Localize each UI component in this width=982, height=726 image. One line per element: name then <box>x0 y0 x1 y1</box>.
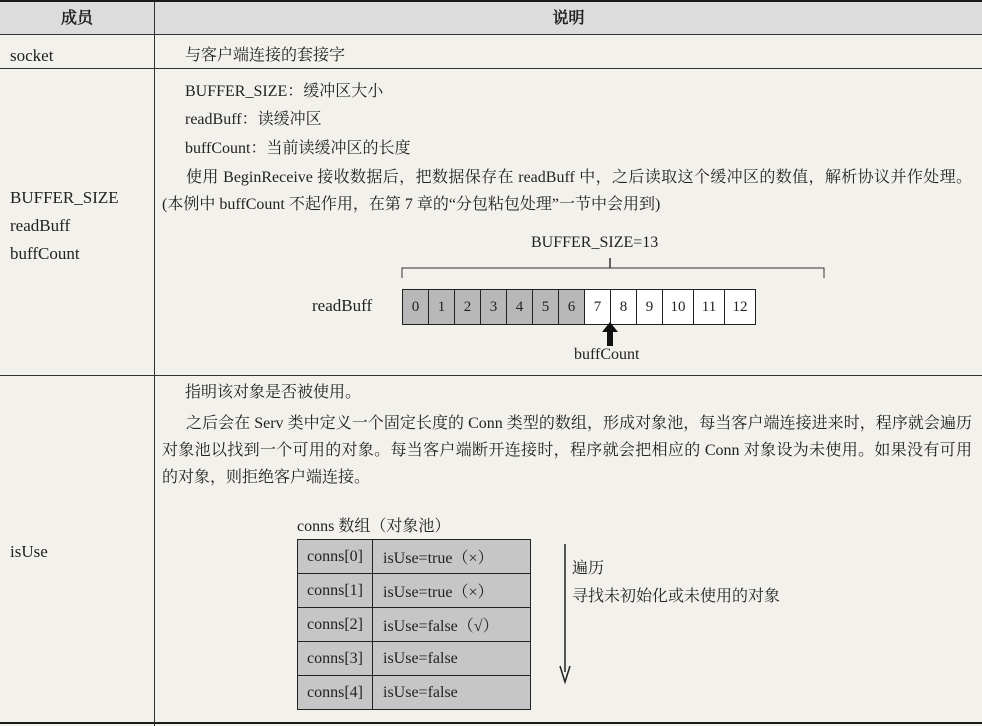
buffer-cell: 9 <box>636 289 663 325</box>
buffer-cell: 5 <box>532 289 559 325</box>
pool-name: conns[1] <box>298 574 373 608</box>
table-row <box>298 676 531 710</box>
header-member: 成员 <box>60 8 93 27</box>
buffer-cell: 1 <box>428 289 455 325</box>
readbuff-label: readBuff <box>312 296 373 315</box>
pool-name: conns[0] <box>298 540 373 574</box>
desc-socket: 与客户端连接的套接字 <box>185 47 346 64</box>
buffer-cell: 0 <box>402 289 429 325</box>
member-isuse: isUse <box>10 542 48 561</box>
traverse-description: 寻找未初始化或未使用的对象 <box>572 588 781 605</box>
column-divider <box>154 2 155 726</box>
buffer-brace <box>398 256 828 286</box>
traverse-arrow-icon <box>557 542 573 686</box>
pool-state: isUse=true（×） <box>373 540 531 574</box>
desc-buffer-paragraph: 使用 BeginReceive 接收数据后，把数据保存在 readBuff 中，之后读取这个缓冲区的数值，解析协议并作处理。(本例中 buffCount 不起作用，在第 7 章的“分包粘包处理”一节中会用到) <box>162 169 972 213</box>
table-row <box>298 574 531 608</box>
buffer-cell: 11 <box>693 289 725 325</box>
desc-isuse-paragraph: 之后会在 Serv 类中定义一个固定长度的 Conn 类型的数组，形成对象池，每当客户端连接进来时，程序就会遍历对象池以找到一个可用的对象。每当客户端断开连接时，程序就会把相应的 Conn 对象设为未使用。如果没有可用的对象，则拒绝客户端连接。 <box>162 415 972 486</box>
member-buffer-size: BUFFER_SIZE <box>10 188 119 207</box>
member-socket: socket <box>10 46 54 65</box>
table-row <box>298 642 531 676</box>
pool-state: isUse=false <box>373 676 531 710</box>
desc-isuse-line1: 指明该对象是否被使用。 <box>185 384 362 401</box>
pool-name: conns[3] <box>298 642 373 676</box>
buffer-cell: 12 <box>724 289 756 325</box>
member-readbuff: readBuff <box>10 216 71 235</box>
pool-state: isUse=false <box>373 642 531 676</box>
buffer-cell: 6 <box>558 289 585 325</box>
table-row <box>298 608 531 642</box>
desc-buffcount: buffCount：当前读缓冲区的长度 <box>185 140 411 157</box>
member-buffcount: buffCount <box>10 244 80 263</box>
pool-state: isUse=false（√） <box>373 608 531 642</box>
buffer-size-label: BUFFER_SIZE=13 <box>531 234 659 251</box>
buffcount-label: buffCount <box>574 346 640 363</box>
table-header <box>0 2 982 35</box>
buffcount-arrow-icon <box>600 320 620 348</box>
table-row <box>298 540 531 574</box>
buffer-cell: 10 <box>662 289 694 325</box>
traverse-label: 遍历 <box>572 560 605 577</box>
row-divider <box>0 68 982 69</box>
buffer-cell: 3 <box>480 289 507 325</box>
pool-state: isUse=true（×） <box>373 574 531 608</box>
pool-name: conns[2] <box>298 608 373 642</box>
buffer-cell: 2 <box>454 289 481 325</box>
buffer-cell: 4 <box>506 289 533 325</box>
row-divider <box>0 375 982 376</box>
desc-buffer-size: BUFFER_SIZE：缓冲区大小 <box>185 83 384 100</box>
buffer-cell: 8 <box>610 289 637 325</box>
desc-readbuff: readBuff：读缓冲区 <box>185 111 322 128</box>
buffer-array <box>403 289 756 325</box>
pool-table <box>297 539 531 710</box>
header-description: 说明 <box>552 8 585 27</box>
buffer-cell: 7 <box>584 289 611 325</box>
pool-name: conns[4] <box>298 676 373 710</box>
pool-title: conns 数组（对象池） <box>297 518 451 535</box>
